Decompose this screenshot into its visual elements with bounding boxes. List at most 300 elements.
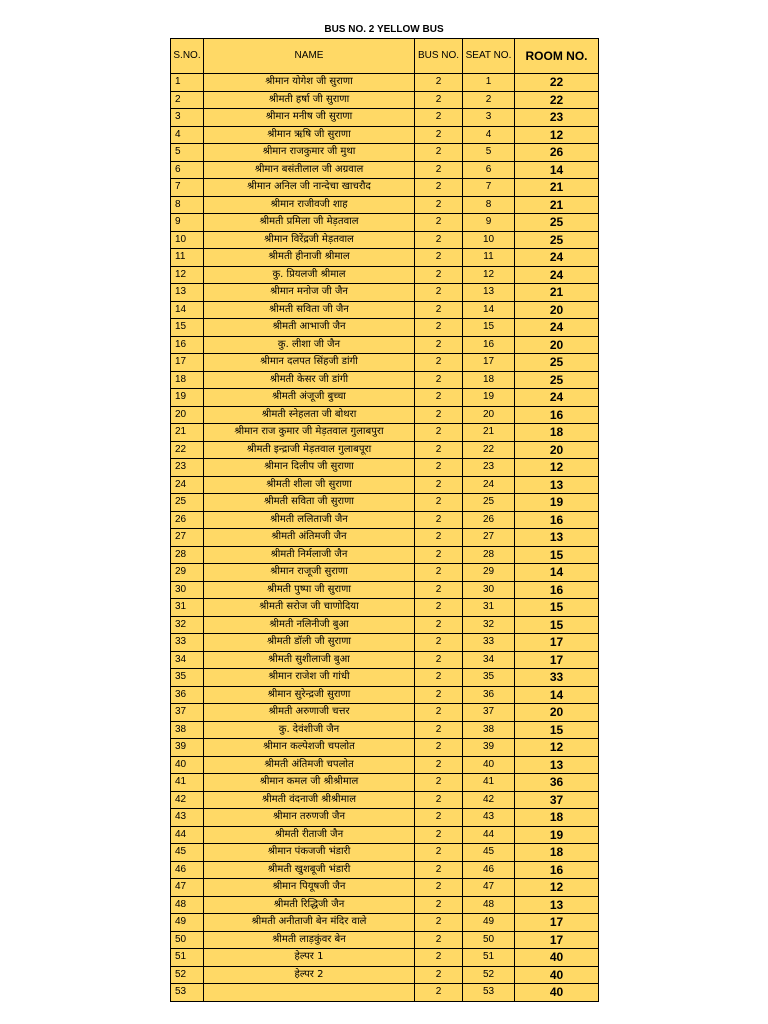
table-row [171, 966, 599, 984]
sno-cell: 31 [171, 599, 204, 617]
seat-no-cell: 21 [463, 424, 515, 442]
name-cell: कु. देवंशीजी जैन [204, 721, 415, 739]
sno-cell: 20 [171, 406, 204, 424]
bus-no-cell: 2 [415, 319, 463, 337]
table-row [171, 144, 599, 162]
seat-no-cell: 46 [463, 861, 515, 879]
sno-cell: 42 [171, 791, 204, 809]
bus-no-cell: 2 [415, 704, 463, 722]
seat-no-cell: 51 [463, 949, 515, 967]
seat-no-cell: 53 [463, 984, 515, 1002]
name-cell: श्रीमान पंकजजी भंडारी [204, 844, 415, 862]
seat-no-cell: 18 [463, 371, 515, 389]
room-no-cell: 16 [515, 861, 599, 879]
bus-no-cell: 2 [415, 546, 463, 564]
bus-no-cell: 2 [415, 914, 463, 932]
room-no-cell: 18 [515, 424, 599, 442]
table-row [171, 756, 599, 774]
table-row [171, 721, 599, 739]
name-cell: श्रीमती रिद्धिजी जैन [204, 896, 415, 914]
sno-cell: 27 [171, 529, 204, 547]
bus-no-cell: 2 [415, 616, 463, 634]
room-no-cell: 21 [515, 284, 599, 302]
bus-seating-table [170, 38, 599, 1002]
table-row [171, 161, 599, 179]
seat-no-cell: 32 [463, 616, 515, 634]
bus-no-cell: 2 [415, 476, 463, 494]
name-cell: श्रीमती स्नेहलता जी बोथरा [204, 406, 415, 424]
name-cell: श्रीमती अंजूजी बुच्चा [204, 389, 415, 407]
name-cell: श्रीमती अंतिमजी चपलोत [204, 756, 415, 774]
table-row [171, 949, 599, 967]
room-no-cell: 40 [515, 949, 599, 967]
table-row [171, 879, 599, 897]
sno-cell: 48 [171, 896, 204, 914]
name-cell: कु. प्रियलजी श्रीमाल [204, 266, 415, 284]
header-row [171, 39, 599, 74]
bus-no-cell: 2 [415, 966, 463, 984]
sno-cell: 43 [171, 809, 204, 827]
room-no-cell: 14 [515, 686, 599, 704]
sno-cell: 15 [171, 319, 204, 337]
room-no-cell: 15 [515, 599, 599, 617]
bus-no-cell: 2 [415, 406, 463, 424]
room-no-cell: 15 [515, 616, 599, 634]
name-cell: हेल्पर 2 [204, 966, 415, 984]
bus-no-cell: 2 [415, 984, 463, 1002]
bus-no-cell: 2 [415, 634, 463, 652]
room-no-cell: 14 [515, 564, 599, 582]
room-no-cell: 15 [515, 721, 599, 739]
room-no-cell: 23 [515, 109, 599, 127]
room-no-cell: 13 [515, 476, 599, 494]
seat-no-cell: 15 [463, 319, 515, 337]
bus-no-cell: 2 [415, 161, 463, 179]
room-no-cell: 14 [515, 161, 599, 179]
name-cell: श्रीमती डॉली जी सुराणा [204, 634, 415, 652]
name-cell: श्रीमती आभाजी जैन [204, 319, 415, 337]
name-cell: श्रीमती अनीताजी बेन मंदिर वाले [204, 914, 415, 932]
table-row [171, 196, 599, 214]
name-cell: श्रीमती प्रमिला जी मेड़तवाल [204, 214, 415, 232]
seat-no-cell: 40 [463, 756, 515, 774]
name-cell: श्रीमती सरोज जी चाणोदिया [204, 599, 415, 617]
sno-cell: 45 [171, 844, 204, 862]
room-no-cell: 22 [515, 91, 599, 109]
sno-cell: 11 [171, 249, 204, 267]
name-cell: हेल्पर 1 [204, 949, 415, 967]
seat-no-cell: 43 [463, 809, 515, 827]
bus-no-cell: 2 [415, 441, 463, 459]
room-no-cell: 12 [515, 879, 599, 897]
table-row [171, 476, 599, 494]
table-row [171, 494, 599, 512]
seat-no-cell: 20 [463, 406, 515, 424]
sno-cell: 52 [171, 966, 204, 984]
name-cell: कु. लीशा जी जैन [204, 336, 415, 354]
table-row [171, 686, 599, 704]
bus-no-cell: 2 [415, 739, 463, 757]
sno-cell: 24 [171, 476, 204, 494]
seat-no-cell: 16 [463, 336, 515, 354]
seat-no-cell: 22 [463, 441, 515, 459]
room-no-cell: 16 [515, 581, 599, 599]
bus-no-cell: 2 [415, 231, 463, 249]
sno-cell: 18 [171, 371, 204, 389]
table-row [171, 459, 599, 477]
seat-no-cell: 25 [463, 494, 515, 512]
sno-cell: 35 [171, 669, 204, 687]
column-header-sno: S.NO. [171, 39, 204, 74]
sno-cell: 17 [171, 354, 204, 372]
sno-cell: 14 [171, 301, 204, 319]
bus-no-cell: 2 [415, 949, 463, 967]
name-cell: श्रीमती इन्द्राजी मेड़तवाल गुलाबपूरा [204, 441, 415, 459]
bus-no-cell: 2 [415, 879, 463, 897]
bus-no-cell: 2 [415, 581, 463, 599]
table-row [171, 109, 599, 127]
bus-no-cell: 2 [415, 389, 463, 407]
room-no-cell: 15 [515, 546, 599, 564]
sno-cell: 7 [171, 179, 204, 197]
seat-no-cell: 9 [463, 214, 515, 232]
name-cell: श्रीमती सविता जी सुराणा [204, 494, 415, 512]
bus-no-cell: 2 [415, 791, 463, 809]
bus-no-cell: 2 [415, 721, 463, 739]
sno-cell: 26 [171, 511, 204, 529]
name-cell: श्रीमान कल्पेशजी चपलोत [204, 739, 415, 757]
column-header-room: ROOM NO. [515, 39, 599, 74]
bus-no-cell: 2 [415, 371, 463, 389]
seat-no-cell: 36 [463, 686, 515, 704]
name-cell: श्रीमान बसंतीलाल जी अग्रवाल [204, 161, 415, 179]
table-row [171, 861, 599, 879]
seat-no-cell: 28 [463, 546, 515, 564]
room-no-cell: 24 [515, 319, 599, 337]
table-row [171, 546, 599, 564]
name-cell: श्रीमती शीला जी सुराणा [204, 476, 415, 494]
room-no-cell: 24 [515, 266, 599, 284]
sno-cell: 21 [171, 424, 204, 442]
sno-cell: 32 [171, 616, 204, 634]
room-no-cell: 40 [515, 966, 599, 984]
room-no-cell: 17 [515, 931, 599, 949]
room-no-cell: 12 [515, 126, 599, 144]
name-cell: श्रीमती निर्मलाजी जैन [204, 546, 415, 564]
seat-no-cell: 23 [463, 459, 515, 477]
table-row [171, 336, 599, 354]
bus-no-cell: 2 [415, 809, 463, 827]
name-cell: श्रीमान ऋषि जी सुराणा [204, 126, 415, 144]
sno-cell: 28 [171, 546, 204, 564]
table-row [171, 739, 599, 757]
table-row [171, 389, 599, 407]
bus-no-cell: 2 [415, 511, 463, 529]
sno-cell: 29 [171, 564, 204, 582]
sno-cell: 37 [171, 704, 204, 722]
room-no-cell: 20 [515, 441, 599, 459]
table-row [171, 214, 599, 232]
seat-no-cell: 45 [463, 844, 515, 862]
sno-cell: 23 [171, 459, 204, 477]
table-row [171, 896, 599, 914]
sno-cell: 41 [171, 774, 204, 792]
table-row [171, 984, 599, 1002]
name-cell: श्रीमान योगेश जी सुराणा [204, 74, 415, 92]
seat-no-cell: 44 [463, 826, 515, 844]
seat-no-cell: 19 [463, 389, 515, 407]
room-no-cell: 17 [515, 634, 599, 652]
sno-cell: 33 [171, 634, 204, 652]
table-row [171, 91, 599, 109]
room-no-cell: 25 [515, 214, 599, 232]
name-cell: श्रीमती हीनाजी श्रीमाल [204, 249, 415, 267]
room-no-cell: 25 [515, 354, 599, 372]
table-row [171, 74, 599, 92]
name-cell: श्रीमती वंदनाजी श्रीश्रीमाल [204, 791, 415, 809]
table-row [171, 791, 599, 809]
bus-no-cell: 2 [415, 301, 463, 319]
table-row [171, 354, 599, 372]
sno-cell: 2 [171, 91, 204, 109]
bus-no-cell: 2 [415, 354, 463, 372]
seat-no-cell: 6 [463, 161, 515, 179]
table-row [171, 809, 599, 827]
seat-no-cell: 7 [463, 179, 515, 197]
sno-cell: 47 [171, 879, 204, 897]
bus-no-cell: 2 [415, 931, 463, 949]
room-no-cell: 20 [515, 336, 599, 354]
sno-cell: 38 [171, 721, 204, 739]
table-row [171, 651, 599, 669]
bus-no-cell: 2 [415, 91, 463, 109]
bus-no-cell: 2 [415, 336, 463, 354]
seat-no-cell: 29 [463, 564, 515, 582]
sno-cell: 12 [171, 266, 204, 284]
name-cell: श्रीमती नलिनीजी बुआ [204, 616, 415, 634]
name-cell: श्रीमान राजूजी सुराणा [204, 564, 415, 582]
sno-cell: 8 [171, 196, 204, 214]
table-row [171, 634, 599, 652]
seat-no-cell: 1 [463, 74, 515, 92]
bus-no-cell: 2 [415, 179, 463, 197]
seat-no-cell: 42 [463, 791, 515, 809]
bus-no-cell: 2 [415, 756, 463, 774]
seat-no-cell: 48 [463, 896, 515, 914]
room-no-cell: 20 [515, 301, 599, 319]
table-row [171, 284, 599, 302]
bus-no-cell: 2 [415, 214, 463, 232]
table-row [171, 826, 599, 844]
room-no-cell: 13 [515, 896, 599, 914]
seat-no-cell: 13 [463, 284, 515, 302]
sno-cell: 30 [171, 581, 204, 599]
bus-no-cell: 2 [415, 459, 463, 477]
bus-no-cell: 2 [415, 651, 463, 669]
room-no-cell: 24 [515, 249, 599, 267]
seat-no-cell: 3 [463, 109, 515, 127]
seat-no-cell: 4 [463, 126, 515, 144]
name-cell: श्रीमती सुशीलाजी बुआ [204, 651, 415, 669]
bus-no-cell: 2 [415, 74, 463, 92]
name-cell: श्रीमान अनिल जी नान्देचा खाचरौद [204, 179, 415, 197]
sno-cell: 19 [171, 389, 204, 407]
table-row [171, 774, 599, 792]
bus-no-cell: 2 [415, 196, 463, 214]
table-row [171, 424, 599, 442]
seat-no-cell: 11 [463, 249, 515, 267]
table-row [171, 704, 599, 722]
room-no-cell: 25 [515, 231, 599, 249]
sno-cell: 9 [171, 214, 204, 232]
name-cell: श्रीमती केसर जी डांगी [204, 371, 415, 389]
column-header-seat: SEAT NO. [463, 39, 515, 74]
seat-no-cell: 35 [463, 669, 515, 687]
name-cell: श्रीमान तरुणजी जैन [204, 809, 415, 827]
name-cell: श्रीमान विरेंद्रजी मेड़तवाल [204, 231, 415, 249]
sno-cell: 16 [171, 336, 204, 354]
bus-no-cell: 2 [415, 144, 463, 162]
seat-no-cell: 41 [463, 774, 515, 792]
sno-cell: 49 [171, 914, 204, 932]
seat-no-cell: 33 [463, 634, 515, 652]
sno-cell: 25 [171, 494, 204, 512]
table-row [171, 266, 599, 284]
seat-no-cell: 31 [463, 599, 515, 617]
table-row [171, 669, 599, 687]
table-row [171, 441, 599, 459]
bus-no-cell: 2 [415, 774, 463, 792]
seat-no-cell: 5 [463, 144, 515, 162]
room-no-cell: 16 [515, 406, 599, 424]
seat-no-cell: 37 [463, 704, 515, 722]
sno-cell: 39 [171, 739, 204, 757]
bus-no-cell: 2 [415, 494, 463, 512]
name-cell: श्रीमान कमल जी श्रीश्रीमाल [204, 774, 415, 792]
sno-cell: 6 [171, 161, 204, 179]
sno-cell: 36 [171, 686, 204, 704]
sno-cell: 3 [171, 109, 204, 127]
table-row [171, 529, 599, 547]
room-no-cell: 17 [515, 651, 599, 669]
room-no-cell: 22 [515, 74, 599, 92]
seat-no-cell: 27 [463, 529, 515, 547]
bus-no-cell: 2 [415, 109, 463, 127]
name-cell: श्रीमती अंतिमजी जैन [204, 529, 415, 547]
sno-cell: 22 [171, 441, 204, 459]
room-no-cell: 19 [515, 826, 599, 844]
bus-no-cell: 2 [415, 844, 463, 862]
name-cell: श्रीमान राजेश जी गांधी [204, 669, 415, 687]
name-cell: श्रीमती लाड़कुंवर बेन [204, 931, 415, 949]
seat-no-cell: 47 [463, 879, 515, 897]
bus-no-cell: 2 [415, 826, 463, 844]
name-cell: श्रीमती हर्षा जी सुराणा [204, 91, 415, 109]
sno-cell: 10 [171, 231, 204, 249]
name-cell: श्रीमती ललिताजी जैन [204, 511, 415, 529]
table-row [171, 914, 599, 932]
table-row [171, 564, 599, 582]
name-cell: श्रीमती सविता जी जैन [204, 301, 415, 319]
bus-no-cell: 2 [415, 861, 463, 879]
seat-no-cell: 30 [463, 581, 515, 599]
room-no-cell: 13 [515, 529, 599, 547]
room-no-cell: 13 [515, 756, 599, 774]
name-cell: श्रीमान दलपत सिंहजी डांगी [204, 354, 415, 372]
sno-cell: 53 [171, 984, 204, 1002]
table-row [171, 599, 599, 617]
seat-no-cell: 49 [463, 914, 515, 932]
table-row [171, 616, 599, 634]
name-cell: श्रीमान मनीष जी सुराणा [204, 109, 415, 127]
table-row [171, 406, 599, 424]
seat-no-cell: 50 [463, 931, 515, 949]
seat-no-cell: 17 [463, 354, 515, 372]
table-row [171, 231, 599, 249]
room-no-cell: 12 [515, 739, 599, 757]
sno-cell: 5 [171, 144, 204, 162]
bus-no-cell: 2 [415, 686, 463, 704]
name-cell: श्रीमान राजीवजी शाह [204, 196, 415, 214]
seat-no-cell: 34 [463, 651, 515, 669]
table-row [171, 319, 599, 337]
table-row [171, 249, 599, 267]
name-cell: श्रीमान राज कुमार जी मेड़तवाल गुलाबपुरा [204, 424, 415, 442]
room-no-cell: 19 [515, 494, 599, 512]
sno-cell: 44 [171, 826, 204, 844]
room-no-cell: 21 [515, 196, 599, 214]
room-no-cell: 40 [515, 984, 599, 1002]
name-cell: श्रीमान पियूषजी जैन [204, 879, 415, 897]
seat-no-cell: 52 [463, 966, 515, 984]
name-cell: श्रीमान राजकुमार जी मुथा [204, 144, 415, 162]
table-row [171, 931, 599, 949]
table-row [171, 844, 599, 862]
sno-cell: 1 [171, 74, 204, 92]
room-no-cell: 26 [515, 144, 599, 162]
seat-no-cell: 38 [463, 721, 515, 739]
name-cell: श्रीमती खुशबूजी भंडारी [204, 861, 415, 879]
seat-no-cell: 39 [463, 739, 515, 757]
table-row [171, 581, 599, 599]
bus-no-cell: 2 [415, 669, 463, 687]
name-cell: श्रीमती अरुणाजी चत्तर [204, 704, 415, 722]
room-no-cell: 21 [515, 179, 599, 197]
bus-no-cell: 2 [415, 424, 463, 442]
bus-no-cell: 2 [415, 529, 463, 547]
room-no-cell: 16 [515, 511, 599, 529]
name-cell: श्रीमती रीताजी जैन [204, 826, 415, 844]
room-no-cell: 33 [515, 669, 599, 687]
name-cell: श्रीमती पुष्पा जी सुराणा [204, 581, 415, 599]
bus-no-cell: 2 [415, 126, 463, 144]
seat-no-cell: 12 [463, 266, 515, 284]
name-cell: श्रीमान दिलीप जी सुराणा [204, 459, 415, 477]
seat-no-cell: 2 [463, 91, 515, 109]
table-row [171, 126, 599, 144]
bus-no-cell: 2 [415, 266, 463, 284]
room-no-cell: 12 [515, 459, 599, 477]
sno-cell: 50 [171, 931, 204, 949]
room-no-cell: 17 [515, 914, 599, 932]
seat-no-cell: 14 [463, 301, 515, 319]
sno-cell: 40 [171, 756, 204, 774]
sno-cell: 4 [171, 126, 204, 144]
name-cell: श्रीमान मनोज जी जैन [204, 284, 415, 302]
column-header-name: NAME [204, 39, 415, 74]
bus-no-cell: 2 [415, 599, 463, 617]
room-no-cell: 18 [515, 809, 599, 827]
